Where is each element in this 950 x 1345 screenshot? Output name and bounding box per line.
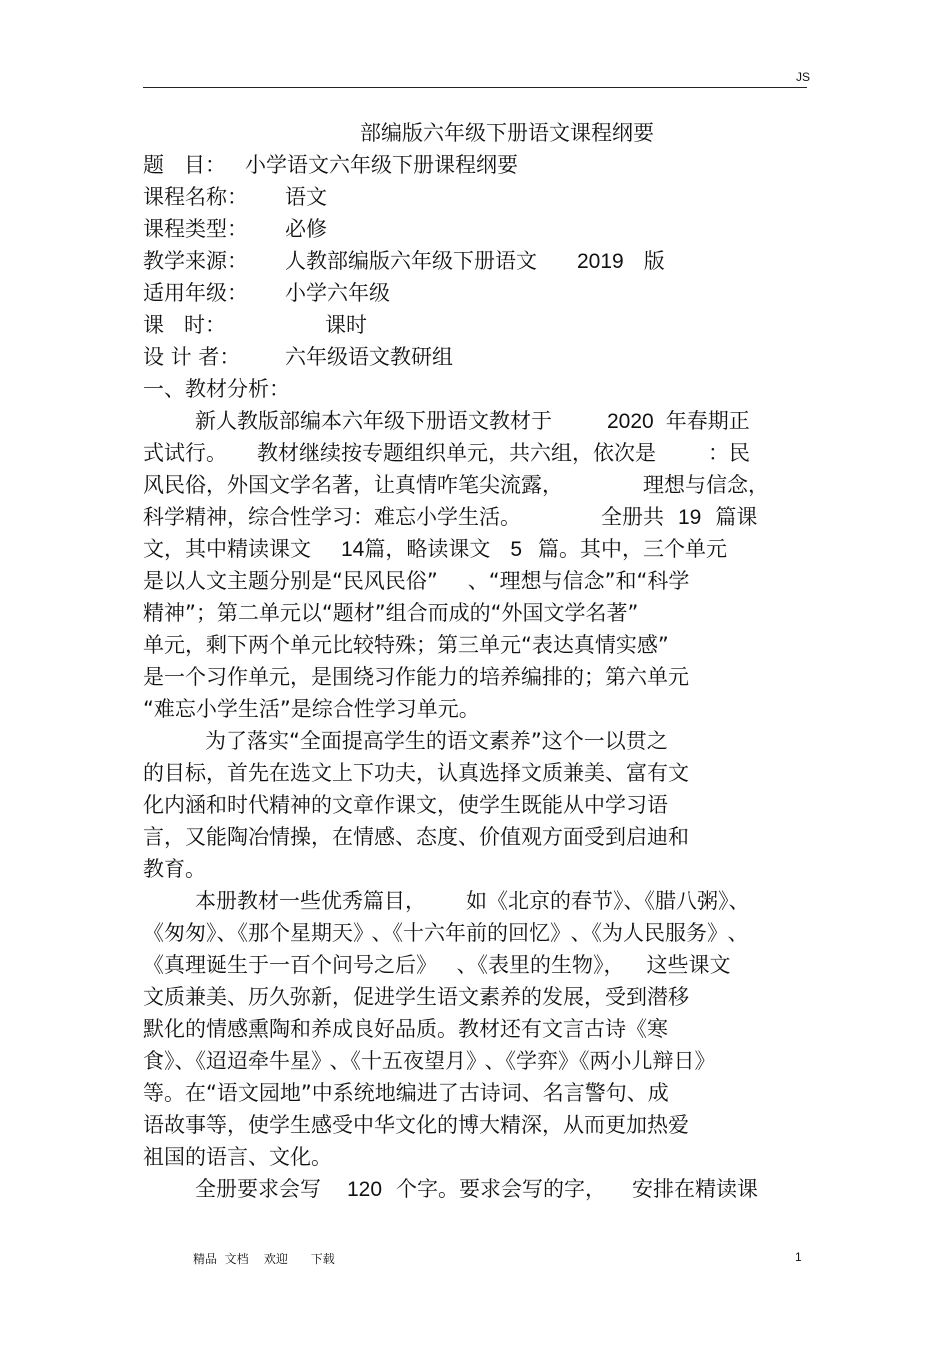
footer-text: 精品 文档 欢迎 下载 xyxy=(193,1252,335,1266)
field-designer xyxy=(143,341,453,373)
field-suffix: 版 xyxy=(643,249,665,273)
body-line: 默化的情感熏陶和养成良好品质。教材还有文言古诗《寒 xyxy=(143,1017,668,1041)
field-value: 人教部编版六年级下册语文 xyxy=(285,249,537,273)
body-line: 语故事等，使学生感受中华文化的博大精深，从而更加热爱 xyxy=(143,1113,689,1137)
body-line: “难忘小学生活”是综合性学习单元。 xyxy=(143,697,480,721)
body-line: 新人教版部编本六年级下册语文教材于 2020 年春期正 xyxy=(195,409,750,433)
field-label: 课 时： xyxy=(143,313,227,337)
body-line: 等。在“语文园地”中系统地编进了古诗词、名言警句、成 xyxy=(143,1081,669,1105)
body-line: 《真理诞生于一百个问号之后》 、《表里的生物》， 这些课文 xyxy=(143,953,731,977)
field-label: 课程名称： xyxy=(143,185,248,209)
page-title: 部编版六年级下册语文课程纲要 xyxy=(360,121,654,145)
field-label: 教学来源： xyxy=(143,249,248,273)
body-line: 言，又能陶冶情操，在情感、态度、价值观方面受到启迪和 xyxy=(143,825,689,849)
field-label: 设 计 者： xyxy=(143,345,241,369)
header-rule xyxy=(143,87,807,88)
field-year: 2019 xyxy=(577,250,624,273)
field-label: 题 目： xyxy=(143,153,227,177)
field-source xyxy=(143,245,665,278)
section-heading: 一、教材分析： xyxy=(143,377,290,401)
body-line: 为了落实“全面提高学生的语文素养”这个一以贯之 xyxy=(205,729,668,753)
field-label: 课程类型： xyxy=(143,217,248,241)
field-value: 语文 xyxy=(285,185,327,209)
field-topic xyxy=(143,149,518,181)
body-line: 祖国的语言、文化。 xyxy=(143,1145,332,1169)
field-value: 课时 xyxy=(325,313,367,337)
field-value: 六年级语文教研组 xyxy=(285,345,453,369)
body-line: 全册要求会写 120 个字。要求会写的字， 安排在精读课 xyxy=(195,1177,759,1201)
body-line: 本册教材一些优秀篇目， 如《北京的春节》、《腊八粥》、 xyxy=(195,889,750,913)
body-line: 教育。 xyxy=(143,857,206,881)
page-number: 1 xyxy=(795,1250,802,1264)
body-line: 食》、《迢迢牵牛星》 、《十五夜望月》 、《学弈》《两小儿辩日》 xyxy=(143,1049,716,1073)
body-line: 《匆匆》、《那个星期天》 、《十六年前的回忆》 、《为人民服务》 、 xyxy=(143,921,749,945)
field-value: 必修 xyxy=(285,217,327,241)
field-course-name xyxy=(143,181,327,213)
body-line: 的目标，首先在选文上下功夫，认真选择文质兼美、富有文 xyxy=(143,761,689,785)
field-label: 适用年级： xyxy=(143,281,248,305)
body-line: 精神”；第二单元以“题材”组合而成的“外国文学名著” xyxy=(143,601,639,625)
body-line: 文，其中精读课文 14篇，略读课文 5 篇。其中，三个单元 xyxy=(143,537,728,561)
field-value: 小学六年级 xyxy=(285,281,390,305)
body-line: 是以人文主题分别是“民风民俗” 、“理想与信念”和“科学 xyxy=(143,569,690,593)
field-course-type xyxy=(143,213,327,245)
body-line: 是一个习作单元，是围绕习作能力的培养编排的；第六单元 xyxy=(143,665,689,689)
field-grade xyxy=(143,277,390,309)
body-line: 单元，剩下两个单元比较特殊；第三单元“表达真情实感” xyxy=(143,633,669,657)
body-line: 化内涵和时代精神的文章作课文，使学生既能从中学习语 xyxy=(143,793,668,817)
body-line: 文质兼美、历久弥新，促进学生语文素养的发展，受到潜移 xyxy=(143,985,689,1009)
header-code: JS xyxy=(795,70,810,84)
body-line: 式试行。 教材继续按专题组织单元，共六组，依次是 ：民 xyxy=(143,441,750,465)
body-line: 风民俗，外国文学名著，让真情咋笔尖流露， 理想与信念， xyxy=(143,473,769,497)
body-line: 科学精神，综合性学习：难忘小学生活。 全册共 19 篇课 xyxy=(143,505,758,529)
field-value: 小学语文六年级下册课程纲要 xyxy=(245,153,518,177)
field-hours xyxy=(143,309,367,341)
